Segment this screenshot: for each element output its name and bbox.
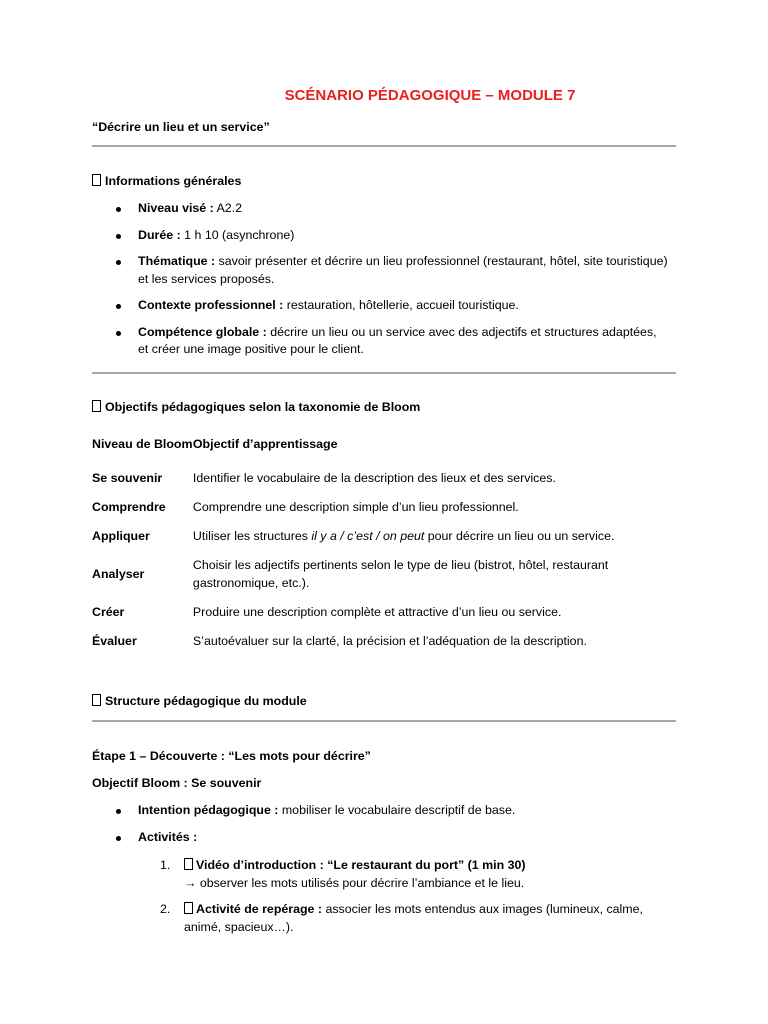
missing-glyph-icon	[184, 858, 193, 870]
missing-glyph-icon	[184, 902, 193, 914]
step1-bloom-objective: Objectif Bloom : Se souvenir	[92, 776, 262, 790]
list-item: Niveau visé : A2.2	[110, 200, 670, 218]
table-row: Se souvenir Identifier le vocabulaire de la description des lieux et des services.	[92, 470, 556, 485]
bullet-icon	[116, 207, 121, 212]
bullet-icon	[116, 260, 121, 265]
step1-list	[110, 802, 670, 855]
table-row: Créer Produire une description complète et attractive d’un lieu ou service.	[92, 604, 562, 619]
activities-list	[160, 857, 660, 945]
list-item: Compétence globale : décrire un lieu ou un service avec des adjectifs et structures adaptées, et créer une image positive pour le client.	[110, 324, 670, 359]
bloom-table	[92, 426, 652, 656]
missing-glyph-icon	[92, 400, 101, 412]
bullet-icon	[116, 234, 121, 239]
section-heading-module-structure: Structure pédagogique du module	[92, 693, 307, 711]
table-header-row	[92, 426, 652, 464]
divider	[92, 720, 676, 722]
document-subtitle: “Décrire un lieu et un service”	[92, 120, 270, 134]
divider	[92, 145, 676, 147]
table-row: Analyser Choisir les adjectifs pertinents selon le type de lieu (bistrot, hôtel, restaurant gastronomique, etc.).	[92, 558, 609, 590]
divider	[92, 372, 676, 374]
step1-title: Étape 1 – Découverte : “Les mots pour décrire”	[92, 749, 371, 763]
table-row: Appliquer Utiliser les structures il y a / c’est / on peut pour décrire un lieu ou un service.	[92, 528, 615, 543]
list-item: Intention pédagogique : mobiliser le vocabulaire descriptif de base.	[110, 802, 670, 820]
bullet-icon	[116, 809, 121, 814]
list-item: Contexte professionnel : restauration, hôtellerie, accueil touristique.	[110, 297, 670, 315]
list-item: Durée : 1 h 10 (asynchrone)	[110, 227, 670, 245]
table-row: Évaluer S’autoévaluer sur la clarté, la précision et l’adéquation de la description.	[92, 633, 587, 648]
list-item: 1. Vidéo d’introduction : “Le restaurant du port” (1 min 30) → observer les mots utilisés pour décrire l’ambiance et le lieu.	[160, 858, 526, 890]
general-info-list	[110, 200, 670, 368]
section-heading-bloom-objectives: Objectifs pédagogiques selon la taxonomie de Bloom	[92, 399, 420, 417]
list-item: Thématique : savoir présenter et décrire un lieu professionnel (restaurant, hôtel, site touristique) et les services proposés.	[110, 253, 670, 288]
table-row: Comprendre Comprendre une description simple d’un lieu professionnel.	[92, 499, 519, 514]
column-header-objective: Objectif d’apprentissage	[192, 437, 338, 452]
list-item: Activités :	[110, 829, 670, 847]
document-title: SCÉNARIO PÉDAGOGIQUE – MODULE 7	[284, 87, 576, 104]
section-heading-general-info: Informations générales	[92, 173, 241, 191]
missing-glyph-icon	[92, 174, 101, 186]
bullet-icon	[116, 304, 121, 309]
list-item: 2. Activité de repérage : associer les mots entendus aux images (lumineux, calme, animé, spacieux…).	[160, 902, 643, 934]
bullet-icon	[116, 836, 121, 841]
bullet-icon	[116, 331, 121, 336]
missing-glyph-icon	[92, 694, 101, 706]
column-header-level: Niveau de Bloom	[92, 437, 193, 452]
